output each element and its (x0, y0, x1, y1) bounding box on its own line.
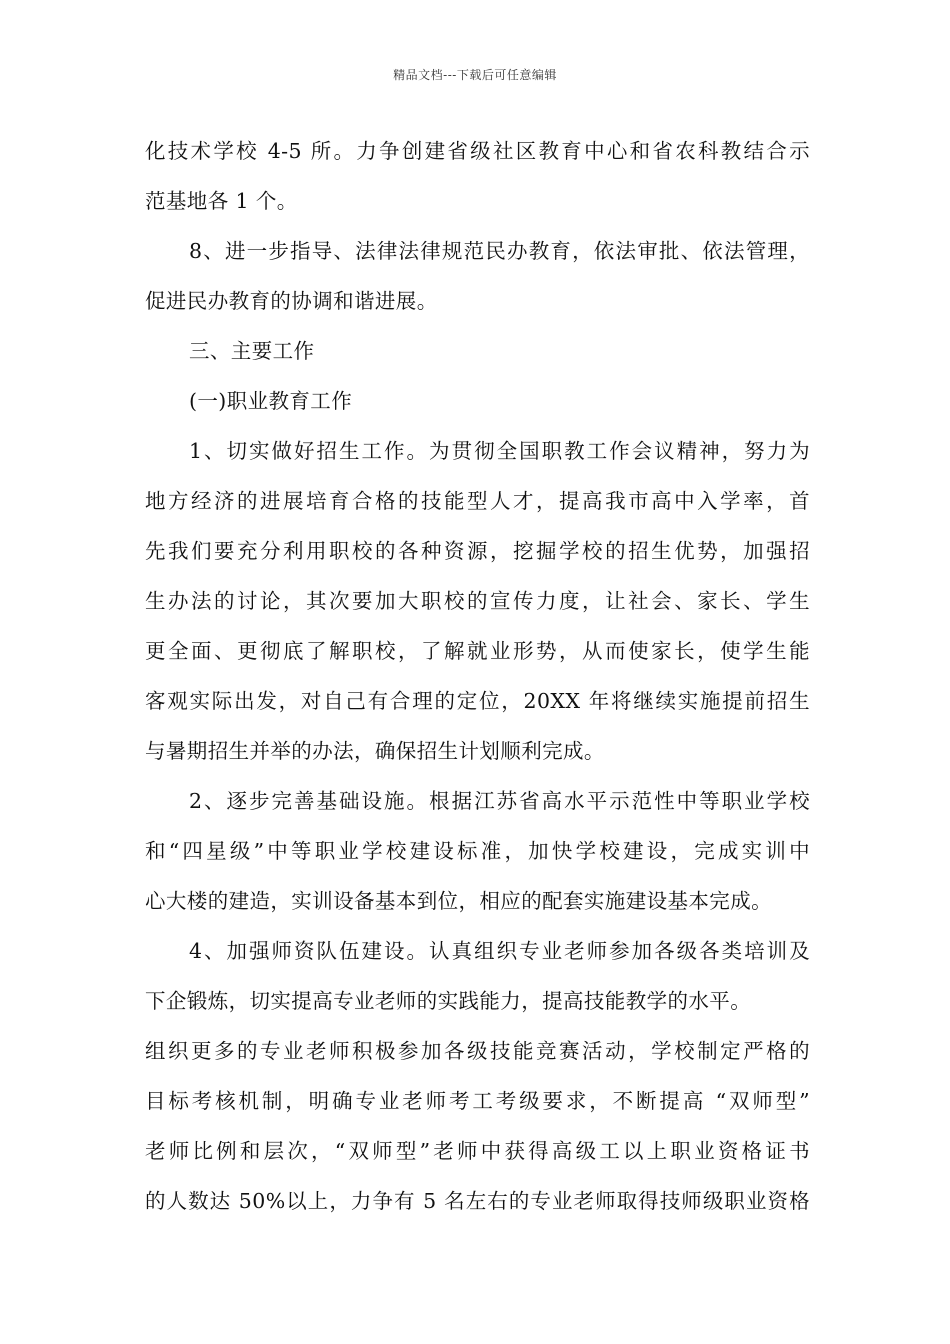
text-line: 和“四星级”中等职业学校建设标准，加快学校建设，完成实训中 (145, 839, 810, 863)
section-heading: 三、主要工作 (189, 339, 315, 363)
text-line: 的人数达 50%以上，力争有 5 名左右的专业老师取得技师级职业资格 (145, 1189, 810, 1213)
text-line: 化技术学校 4-5 所。力争创建省级社区教育中心和省农科教结合示 (145, 139, 810, 163)
text-line: 目标考核机制，明确专业老师考工考级要求，不断提高 “双师型” (145, 1089, 810, 1113)
text-line: 与暑期招生并举的办法，确保招生计划顺利完成。 (145, 739, 605, 763)
text-line: 生办法的讨论，其次要加大职校的宣传力度，让社会、家长、学生 (145, 589, 810, 613)
document-body (145, 126, 810, 1226)
text-line: 老师比例和层次，“双师型”老师中获得高级工以上职业资格证书 (145, 1139, 810, 1163)
text-line: 先我们要充分利用职校的各种资源，挖掘学校的招生优势，加强招 (145, 539, 810, 563)
text-line: 地方经济的进展培育合格的技能型人才，提高我市高中入学率，首 (145, 489, 810, 513)
subsection-heading: (一)职业教育工作 (189, 389, 353, 413)
text-line: 客观实际出发，对自己有合理的定位，20XX 年将继续实施提前招生 (145, 689, 810, 713)
text-line: 1、切实做好招生工作。为贯彻全国职教工作会议精神，努力为 (189, 439, 810, 463)
text-line: 2、逐步完善基础设施。根据江苏省高水平示范性中等职业学校 (189, 789, 810, 813)
text-line: 更全面、更彻底了解职校，了解就业形势，从而使家长，使学生能 (145, 639, 810, 663)
text-line: 组织更多的专业老师积极参加各级技能竞赛活动，学校制定严格的 (145, 1039, 810, 1063)
text-line: 8、进一步指导、法律法律规范民办教育，依法审批、依法管理， (189, 239, 810, 263)
text-line: 范基地各 1 个。 (145, 189, 298, 213)
page-header: 精品文档---下载后可任意编辑 (393, 68, 557, 82)
text-line: 4、加强师资队伍建设。认真组织专业老师参加各级各类培训及 (189, 939, 810, 963)
text-line: 心大楼的建造，实训设备基本到位，相应的配套实施建设基本完成。 (145, 889, 772, 913)
text-line: 促进民办教育的协调和谐进展。 (145, 289, 438, 313)
text-line: 下企锻炼，切实提高专业老师的实践能力，提高技能教学的水平。 (145, 989, 752, 1013)
